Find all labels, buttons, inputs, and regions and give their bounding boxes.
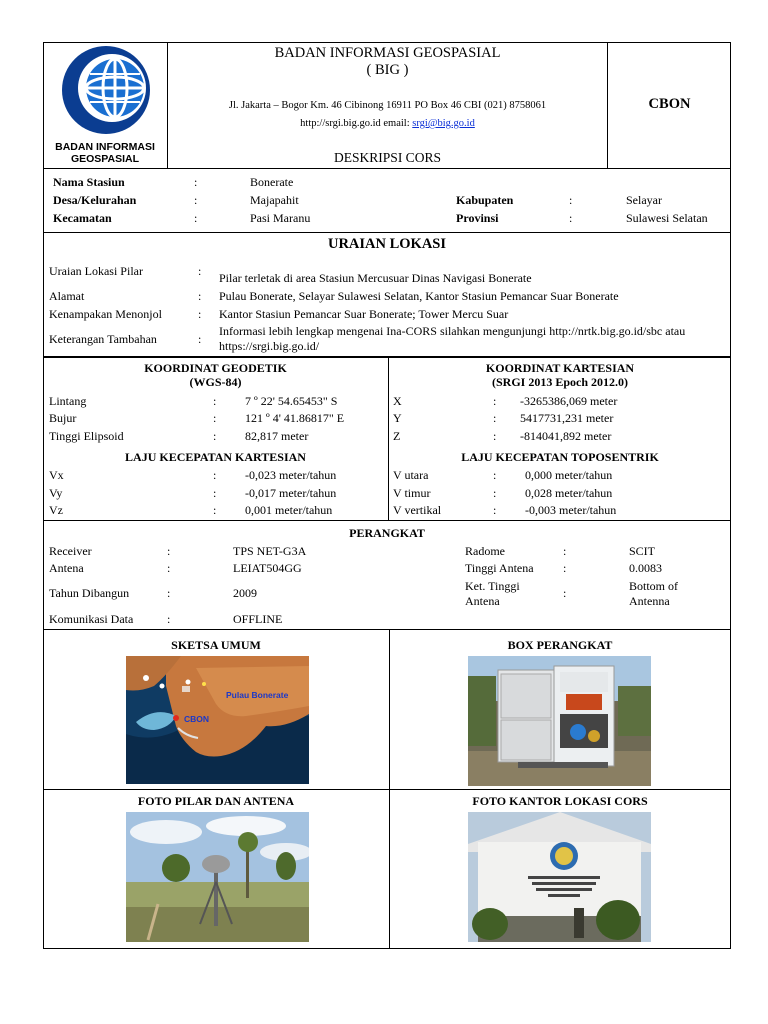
kabupaten-colon: : (569, 193, 573, 207)
vy-value: -0,017 meter/tahun (245, 486, 337, 500)
lokasi-pilar-label: Uraian Lokasi Pilar (49, 264, 143, 278)
bujur-value: 121 º 4' 41.86817" E (245, 411, 345, 425)
y-label: Y (393, 411, 402, 425)
radome-value: SCIT (629, 544, 656, 558)
nama-colon: : (194, 175, 198, 189)
koordinat-top-line (43, 357, 731, 358)
lintang-colon: : (213, 394, 217, 408)
y-colon: : (493, 411, 497, 425)
z-label: Z (393, 429, 401, 443)
pilar-antena-image (126, 812, 309, 942)
vz-colon: : (213, 503, 217, 517)
nama-value: Bonerate (250, 175, 294, 189)
komunikasi-colon: : (167, 612, 171, 626)
x-value: -3265386,069 meter (520, 394, 618, 408)
receiver-colon: : (167, 544, 171, 558)
logo-text-line2: GEOSPASIAL (70, 153, 140, 165)
bujur-label: Bujur (49, 411, 77, 425)
desa-label: Desa/Kelurahan (53, 193, 137, 207)
v-vertikal-label: V vertikal (393, 503, 442, 517)
tahun-value: 2009 (233, 586, 257, 600)
kantor-title: FOTO KANTOR LOKASI CORS (472, 794, 648, 808)
x-label: X (393, 394, 402, 408)
z-colon: : (493, 429, 497, 443)
lokasi-pilar-colon: : (198, 264, 202, 278)
lokasi-pilar-value: Pilar terletak di area Stasiun Mercusuar Dinas Navigasi Bonerate (219, 271, 532, 285)
logo-text-line1: BADAN INFORMASI (55, 141, 155, 153)
station-code: CBON (648, 96, 691, 112)
map-label-island: Pulau Bonerate (226, 690, 289, 700)
nama-label: Nama Stasiun (53, 175, 125, 189)
photo-divider-h (43, 789, 731, 790)
tahun-label: Tahun Dibangun (49, 586, 130, 600)
koordinat-perangkat-frame (43, 356, 731, 629)
kenampakan-colon: : (198, 307, 202, 321)
v-timur-label: V timur (393, 486, 431, 500)
web-label: http://srgi.big.go.id email: (300, 118, 413, 129)
keterangan-colon: : (198, 332, 202, 346)
vx-colon: : (213, 468, 217, 482)
radome-colon: : (563, 544, 567, 558)
tinggi-elipsoid-label: Tinggi Elipsoid (49, 429, 124, 443)
antena-value: LEIAT504GG (233, 561, 302, 575)
kabupaten-value: Selayar (626, 193, 662, 207)
box-title: BOX PERANGKAT (507, 638, 613, 652)
v-utara-label: V utara (393, 468, 429, 482)
doc-title: DESKRIPSI CORS (334, 150, 441, 165)
provinsi-value: Sulawesi Selatan (626, 211, 708, 225)
kenampakan-value: Kantor Stasiun Pemancar Suar Bonerate; Tower Mercu Suar (219, 307, 509, 321)
provinsi-colon: : (569, 211, 573, 225)
ket-tinggi-value-line1: Bottom of (629, 579, 679, 593)
komunikasi-label: Komunikasi Data (49, 612, 134, 626)
kenampakan-label: Kenampakan Menonjol (49, 307, 162, 321)
keterangan-value-line1: Informasi lebih lengkap mengenai Ina-CORS silahkan mengunjungi http://nrtk.big.go.id/sbc atau (219, 324, 686, 338)
v-vertikal-value: -0,003 meter/tahun (525, 503, 617, 517)
big-logo (52, 44, 160, 144)
pilar-title: FOTO PILAR DAN ANTENA (137, 794, 295, 808)
v-utara-value: 0,000 meter/tahun (525, 468, 613, 482)
org-web-line (168, 117, 607, 131)
org-name: BADAN INFORMASI GEOSPASIAL (274, 45, 501, 61)
alamat-colon: : (198, 289, 202, 303)
receiver-label: Receiver (49, 544, 92, 558)
lokasi-title: URAIAN LOKASI (327, 236, 447, 252)
vy-label: Vy (49, 486, 63, 500)
tinggi-elipsoid-colon: : (213, 429, 217, 443)
map-label-station: CBON (184, 714, 210, 724)
v-utara-colon: : (493, 468, 497, 482)
lintang-label: Lintang (49, 394, 87, 408)
geodetik-title1: KOORDINAT GEODETIK (144, 361, 287, 375)
lintang-value: 7 º 22' 54.65453" S (245, 394, 338, 408)
v-timur-value: 0,028 meter/tahun (525, 486, 613, 500)
kecamatan-colon: : (194, 211, 198, 225)
provinsi-label: Provinsi (456, 211, 499, 225)
box-perangkat-image (468, 656, 651, 786)
alamat-label: Alamat (49, 289, 85, 303)
bujur-colon: : (213, 411, 217, 425)
x-colon: : (493, 394, 497, 408)
geodetik-title2: (WGS-84) (189, 375, 242, 389)
laju-kartesian-title: LAJU KECEPATAN KARTESIAN (125, 450, 306, 464)
keterangan-value-line2: https://srgi.big.go.id/ (219, 339, 320, 353)
perangkat-title: PERANGKAT (349, 526, 425, 540)
sketsa-title: SKETSA UMUM (171, 638, 261, 652)
tinggi-antena-value: 0.0083 (629, 561, 662, 575)
ket-tinggi-label-line1: Ket. Tinggi (465, 579, 520, 593)
ket-tinggi-label-line2: Antena (465, 594, 500, 608)
radome-label: Radome (465, 544, 505, 558)
ket-tinggi-value-line2: Antenna (629, 594, 670, 608)
vx-label: Vx (49, 468, 64, 482)
keterangan-label: Keterangan Tambahan (49, 332, 157, 346)
sketsa-map-image (126, 656, 309, 784)
v-timur-colon: : (493, 486, 497, 500)
vx-value: -0,023 meter/tahun (245, 468, 337, 482)
kecamatan-label: Kecamatan (53, 211, 112, 225)
z-value: -814041,892 meter (520, 429, 612, 443)
vz-label: Vz (49, 503, 63, 517)
laju-toposentrik-title: LAJU KECEPATAN TOPOSENTRIK (461, 450, 659, 464)
ket-tinggi-colon: : (563, 586, 567, 600)
v-vertikal-colon: : (493, 503, 497, 517)
kartesian-title1: KOORDINAT KARTESIAN (485, 361, 635, 375)
tinggi-elipsoid-value: 82,817 meter (245, 429, 309, 443)
kecamatan-value: Pasi Maranu (250, 211, 311, 225)
tahun-colon: : (167, 586, 171, 600)
email-link[interactable]: srgi@big.go.id (412, 118, 475, 129)
alamat-value: Pulau Bonerate, Selayar Sulawesi Selatan, Kantor Stasiun Pemancar Suar Bonerate (219, 289, 619, 303)
tinggi-antena-colon: : (563, 561, 567, 575)
receiver-value: TPS NET-G3A (233, 544, 307, 558)
kantor-lokasi-image (468, 812, 651, 942)
org-abbr: ( BIG ) (366, 62, 409, 78)
y-value: 5417731,231 meter (520, 411, 614, 425)
antena-colon: : (167, 561, 171, 575)
org-address: Jl. Jakarta – Bogor Km. 46 Cibinong 16911 PO Box 46 CBI (021) 8758061 (228, 100, 547, 111)
tinggi-antena-label: Tinggi Antena (465, 561, 534, 575)
desa-value: Majapahit (250, 193, 299, 207)
vy-colon: : (213, 486, 217, 500)
desa-colon: : (194, 193, 198, 207)
kartesian-title2: (SRGI 2013 Epoch 2012.0) (491, 375, 628, 389)
antena-label: Antena (49, 561, 84, 575)
kabupaten-label: Kabupaten (456, 193, 514, 207)
komunikasi-value: OFFLINE (233, 612, 283, 626)
vz-value: 0,001 meter/tahun (245, 503, 333, 517)
